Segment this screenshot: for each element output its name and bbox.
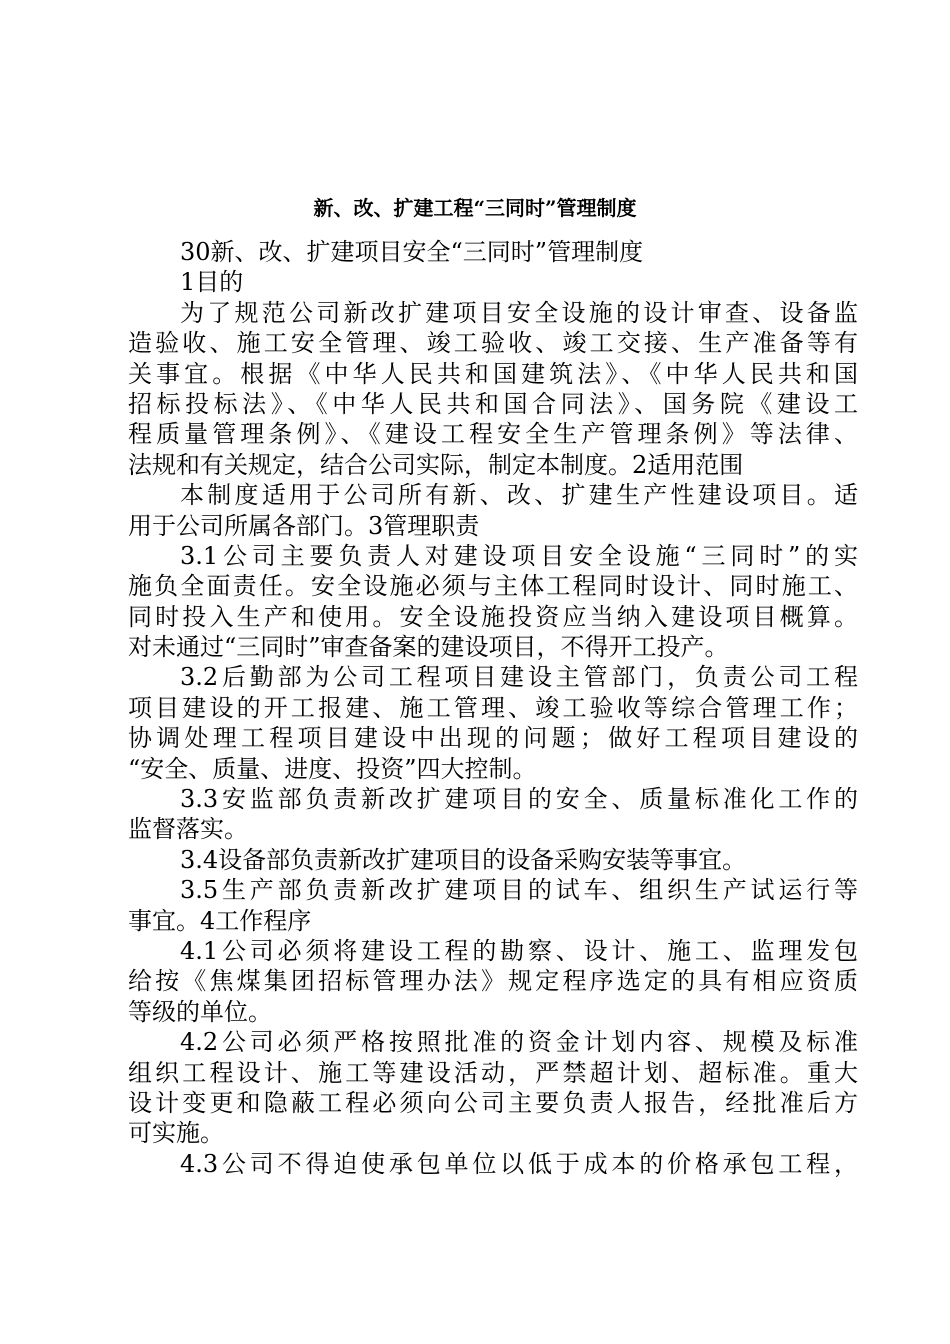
body-line: 4.2公司必须严格按照批准的资金计划内容、规模及标准 xyxy=(180,1028,858,1057)
body-line: 30新、改、扩建项目安全“三同时”管理制度 xyxy=(180,238,644,266)
body-line: 用于公司所属各部门。3管理职责 xyxy=(128,511,480,540)
body-line: 设计变更和隐蔽工程必须向公司主要负责人报告，经批准后方 xyxy=(128,1088,858,1117)
body-line: “安全、质量、进度、投资”四大控制。 xyxy=(128,754,537,783)
body-line: 项目建设的开工报建、施工管理、竣工验收等综合管理工作； xyxy=(128,693,858,722)
body-line: 为了规范公司新改扩建项目安全设施的设计审查、设备监 xyxy=(180,298,858,327)
body-line: 法规和有关规定，结合公司实际，制定本制度。2适用范围 xyxy=(128,450,744,479)
body-line: 4.3公司不得迫使承包单位以低于成本的价格承包工程， xyxy=(180,1149,858,1178)
body-line: 4.1公司必须将建设工程的勘察、设计、施工、监理发包 xyxy=(180,936,858,965)
body-line: 招标投标法》、《中华人民共和国合同法》、国务院《建设工 xyxy=(128,389,858,418)
body-line: 对未通过“三同时”审查备案的建设项目，不得开工投产。 xyxy=(128,633,729,662)
body-line: 给按《焦煤集团招标管理办法》规定程序选定的具有相应资质 xyxy=(128,967,858,996)
body-line: 3.5生产部负责新改扩建项目的试车、组织生产试运行等 xyxy=(180,876,858,905)
body-line: 协调处理工程项目建设中出现的问题；做好工程项目建设的 xyxy=(128,724,858,753)
body-line: 3.2后勤部为公司工程项目建设主管部门，负责公司工程 xyxy=(180,663,858,692)
body-line: 组织工程设计、施工等建设活动，严禁超计划、超标准。重大 xyxy=(128,1058,858,1087)
body-line: 3.1公司主要负责人对建设项目安全设施“三同时”的实 xyxy=(180,541,858,570)
body-line: 造验收、施工安全管理、竣工验收、竣工交接、生产准备等有 xyxy=(128,329,858,358)
body-line: 施负全面责任。安全设施必须与主体工程同时设计、同时施工、 xyxy=(128,572,858,601)
body-line: 3.4设备部负责新改扩建项目的设备采购安装等事宜。 xyxy=(180,845,747,874)
body-line: 3.3安监部负责新改扩建项目的安全、质量标准化工作的 xyxy=(180,785,858,814)
body-line: 可实施。 xyxy=(128,1119,224,1148)
document-body xyxy=(128,237,858,1179)
body-line: 等级的单位。 xyxy=(128,997,272,1026)
body-line: 事宜。4工作程序 xyxy=(128,906,312,935)
body-line: 关事宜。根据《中华人民共和国建筑法》、《中华人民共和国 xyxy=(128,359,858,388)
body-line: 1目的 xyxy=(180,268,244,297)
body-line: 本制度适用于公司所有新、改、扩建生产性建设项目。适 xyxy=(180,481,858,510)
body-line: 程质量管理条例》、《建设工程安全生产管理条例》等法律、 xyxy=(128,420,858,449)
body-line: 同时投入生产和使用。安全设施投资应当纳入建设项目概算。 xyxy=(128,602,858,631)
body-line: 监督落实。 xyxy=(128,815,248,844)
document-title: 新、改、扩建工程“三同时”管理制度 xyxy=(313,196,637,220)
